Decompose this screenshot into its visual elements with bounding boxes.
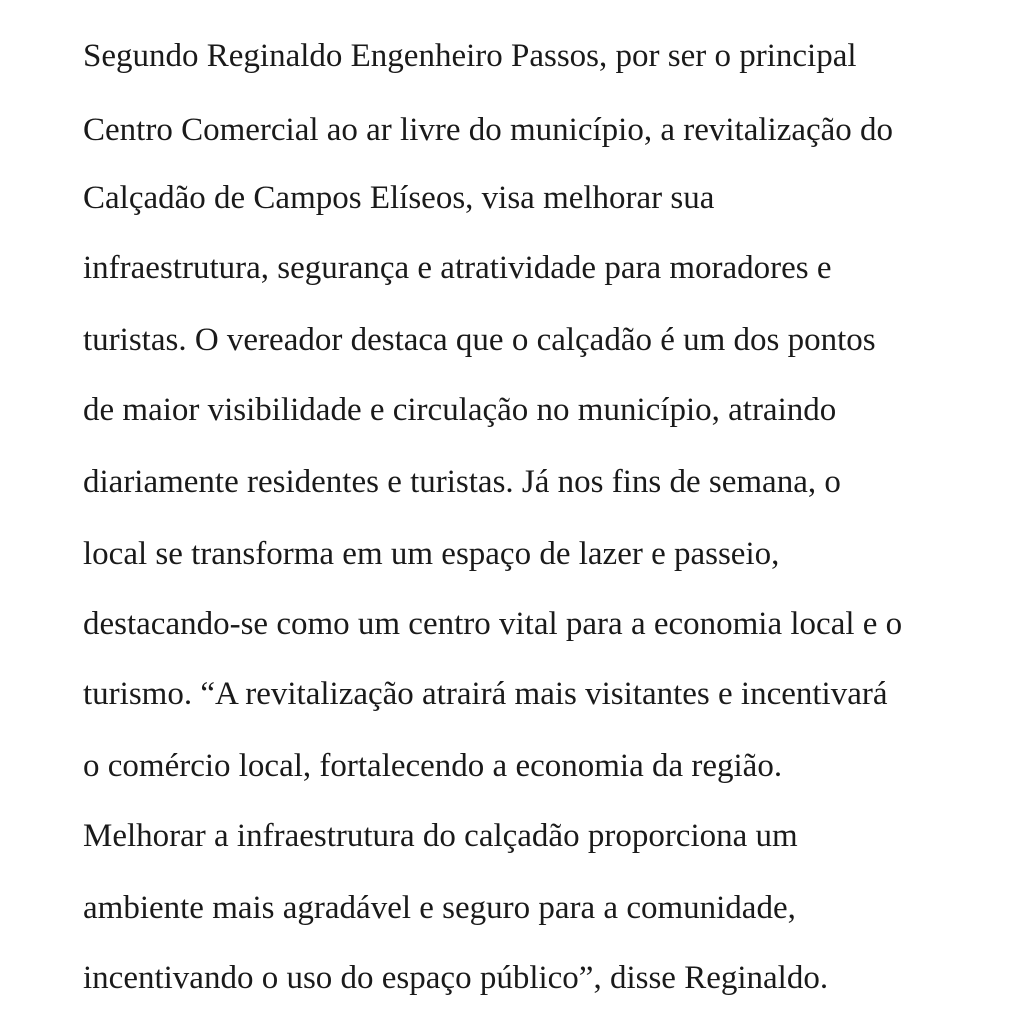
paragraph-line-6: de maior visibilidade e circulação no município, atraindo [83,392,837,428]
paragraph-line-2: Centro Comercial ao ar livre do município, a revitalização do [83,112,894,148]
paragraph-line-4: infraestrutura, segurança e atratividade para moradores e [83,250,832,286]
paragraph-line-14: incentivando o uso do espaço público”, disse Reginaldo. [83,960,829,996]
paragraph-line-5: turistas. O vereador destaca que o calçadão é um dos pontos [83,322,876,358]
paragraph-line-3: Calçadão de Campos Elíseos, visa melhorar sua [83,180,715,216]
paragraph-line-1: Segundo Reginaldo Engenheiro Passos, por ser o principal [83,38,857,74]
paragraph-line-11: o comércio local, fortalecendo a economia da região. [83,748,783,784]
paragraph-line-7: diariamente residentes e turistas. Já nos fins de semana, o [83,464,841,500]
paragraph-line-13: ambiente mais agradável e seguro para a comunidade, [83,890,796,926]
paragraph-line-9: destacando-se como um centro vital para a economia local e o [83,606,903,642]
paragraph-line-12: Melhorar a infraestrutura do calçadão proporciona um [83,818,798,854]
paragraph-line-8: local se transforma em um espaço de lazer e passeio, [83,536,780,572]
paragraph-line-10: turismo. “A revitalização atrairá mais visitantes e incentivará [83,676,888,712]
